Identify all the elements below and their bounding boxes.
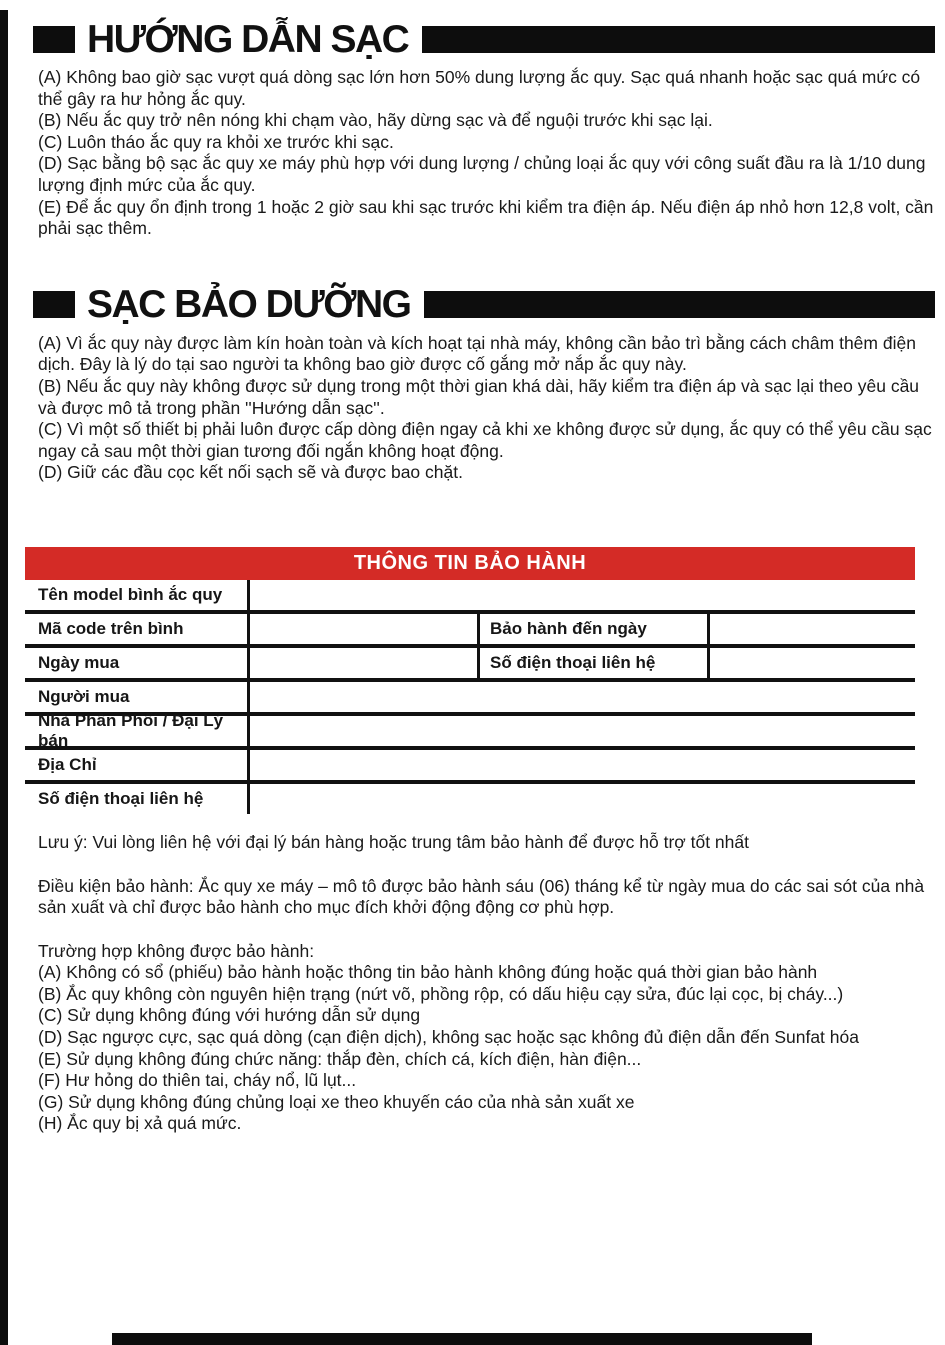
exclusion-item-a: (A) Không có sổ (phiếu) bảo hành hoặc thông tin bảo hành không đúng hoặc quá thời gian bảo hành	[38, 962, 818, 983]
warranty-table	[25, 547, 915, 814]
row-value-blank	[250, 682, 915, 712]
table-row-phone	[25, 784, 915, 814]
row-label: Mã code trên bình	[25, 614, 250, 644]
charging-item-e: (E) Để ắc quy ổn định trong 1 hoặc 2 giờ sau khi sạc trước khi kiểm tra điện áp. Nếu điện áp nhỏ hơn 12,8 volt, cần phải sạc thêm.	[38, 196, 934, 239]
maintenance-item-a: (A) Vì ắc quy này được làm kín hoàn toàn và kích hoạt tại nhà máy, không cần bảo trì bằng cách châm thêm điện dịch. Đây là lý do tại sao người ta không bao giờ được cố gắng mở nắp ắc quy này.	[38, 332, 916, 375]
row-label: Người mua	[25, 682, 250, 712]
title-bar-rule	[422, 26, 935, 53]
charging-item-a: (A) Không bao giờ sạc vượt quá dòng sạc lớn hơn 50% dung lượng ắc quy. Sạc quá nhanh hoặc sạc quá mức có thể gây ra hư hỏng ắc quy.	[38, 67, 921, 109]
row-label: Địa Chỉ	[25, 750, 250, 780]
exclusion-item-b: (B) Ắc quy không còn nguyên hiện trạng (nứt võ, phồng rộp, có dấu hiệu cạy sửa, đúc lại cọc, bị cháy...)	[38, 983, 844, 1004]
row-label-2: Số điện thoại liên hệ	[480, 648, 710, 678]
row-label: Ngày mua	[25, 648, 250, 678]
bottom-edge-bar	[112, 1333, 812, 1345]
row-value-blank	[250, 614, 480, 644]
charging-item-d: (D) Sạc bằng bộ sạc ắc quy xe máy phù hợp với dung lượng / chủng loại ắc quy với công suất đầu ra là 1/10 dung lượng định mức của ắc quy.	[38, 153, 926, 195]
exclusions-list	[38, 941, 935, 1135]
table-row-code	[25, 614, 915, 648]
table-row-model	[25, 580, 915, 614]
row-value-blank	[250, 750, 915, 780]
row-value-2-blank	[710, 648, 915, 678]
exclusion-item-g: (G) Sử dụng không đúng chủng loại xe theo khuyến cáo của nhà sản xuất xe	[38, 1091, 635, 1112]
row-label-2: Bảo hành đến ngày	[480, 614, 710, 644]
maintenance-paragraphs	[38, 333, 935, 484]
section-header-maintenance	[33, 284, 935, 326]
note-warranty-conditions: Điều kiện bảo hành: Ắc quy xe máy – mô tô được bảo hành sáu (06) tháng kể từ ngày mua do các sai sót của nhà sản xuất và chỉ được bảo hành cho mục đích khởi động động cơ phù hợp.	[38, 875, 925, 918]
section-header-charging	[33, 18, 935, 60]
section-title-charging: HƯỚNG DẪN SẠC	[87, 17, 409, 61]
exclusion-item-f: (F) Hư hỏng do thiên tai, cháy nổ, lũ lụt...	[38, 1070, 357, 1091]
title-bar-rule	[424, 291, 935, 318]
table-row-distributor	[25, 710, 915, 750]
document-content	[38, 18, 935, 1135]
maintenance-item-b: (B) Nếu ắc quy này không được sử dụng trong một thời gian khá dài, hãy kiểm tra điện áp và sạc lại theo yêu cầu và được mô tả trong phần ''Hướng dẫn sạc''.	[38, 375, 920, 418]
exclusion-item-c: (C) Sử dụng không đúng với hướng dẫn sử dụng	[38, 1005, 421, 1026]
row-value-blank	[250, 716, 915, 746]
maintenance-item-c: (C) Vì một số thiết bị phải luôn được cấp dòng điện ngay cả khi xe không được sử dụng, ắc quy có thể yêu cầu sạc ngay cả sau một thời gian tương đối ngắn không hoạt động.	[38, 419, 932, 461]
charging-paragraphs	[38, 67, 935, 240]
row-label: Nhà Phân Phối / Đại Lý bán	[25, 716, 250, 746]
row-value-blank	[250, 784, 915, 814]
row-value-blank	[250, 648, 480, 678]
exclusions-heading: Trường hợp không được bảo hành:	[38, 940, 315, 961]
table-row-address	[25, 750, 915, 784]
exclusion-item-d: (D) Sạc ngược cực, sạc quá dòng (cạn điện dịch), không sạc hoặc sạc không đủ điện dẫn đến Sunfat hóa	[38, 1027, 859, 1048]
title-square-icon	[33, 291, 75, 318]
exclusion-item-h: (H) Ắc quy bị xả quá mức.	[38, 1113, 242, 1134]
row-label: Số điện thoại liên hệ	[25, 784, 250, 814]
table-row-purchase-date	[25, 648, 915, 682]
row-value-blank	[250, 580, 915, 610]
row-label: Tên model bình ắc quy	[25, 580, 250, 610]
title-square-icon	[33, 26, 75, 53]
note-contact: Lưu ý: Vui lòng liên hệ với đại lý bán hàng hoặc trung tâm bảo hành để được hỗ trợ tốt nhất	[38, 831, 749, 852]
charging-item-b: (B) Nếu ắc quy trở nên nóng khi chạm vào, hãy dừng sạc và để nguội trước khi sạc lại.	[38, 110, 713, 131]
charging-item-c: (C) Luôn tháo ắc quy ra khỏi xe trước khi sạc.	[38, 131, 394, 152]
warranty-table-header: THÔNG TIN BẢO HÀNH	[25, 547, 915, 580]
section-title-maintenance: SẠC BẢO DƯỠNG	[87, 283, 411, 327]
exclusion-item-e: (E) Sử dụng không đúng chức năng: thắp đèn, chích cá, kích điện, hàn điện...	[38, 1048, 642, 1069]
row-value-2-blank	[710, 614, 915, 644]
maintenance-item-d: (D) Giữ các đầu cọc kết nối sạch sẽ và được bao chặt.	[38, 462, 463, 483]
left-edge-bar	[0, 10, 8, 1345]
